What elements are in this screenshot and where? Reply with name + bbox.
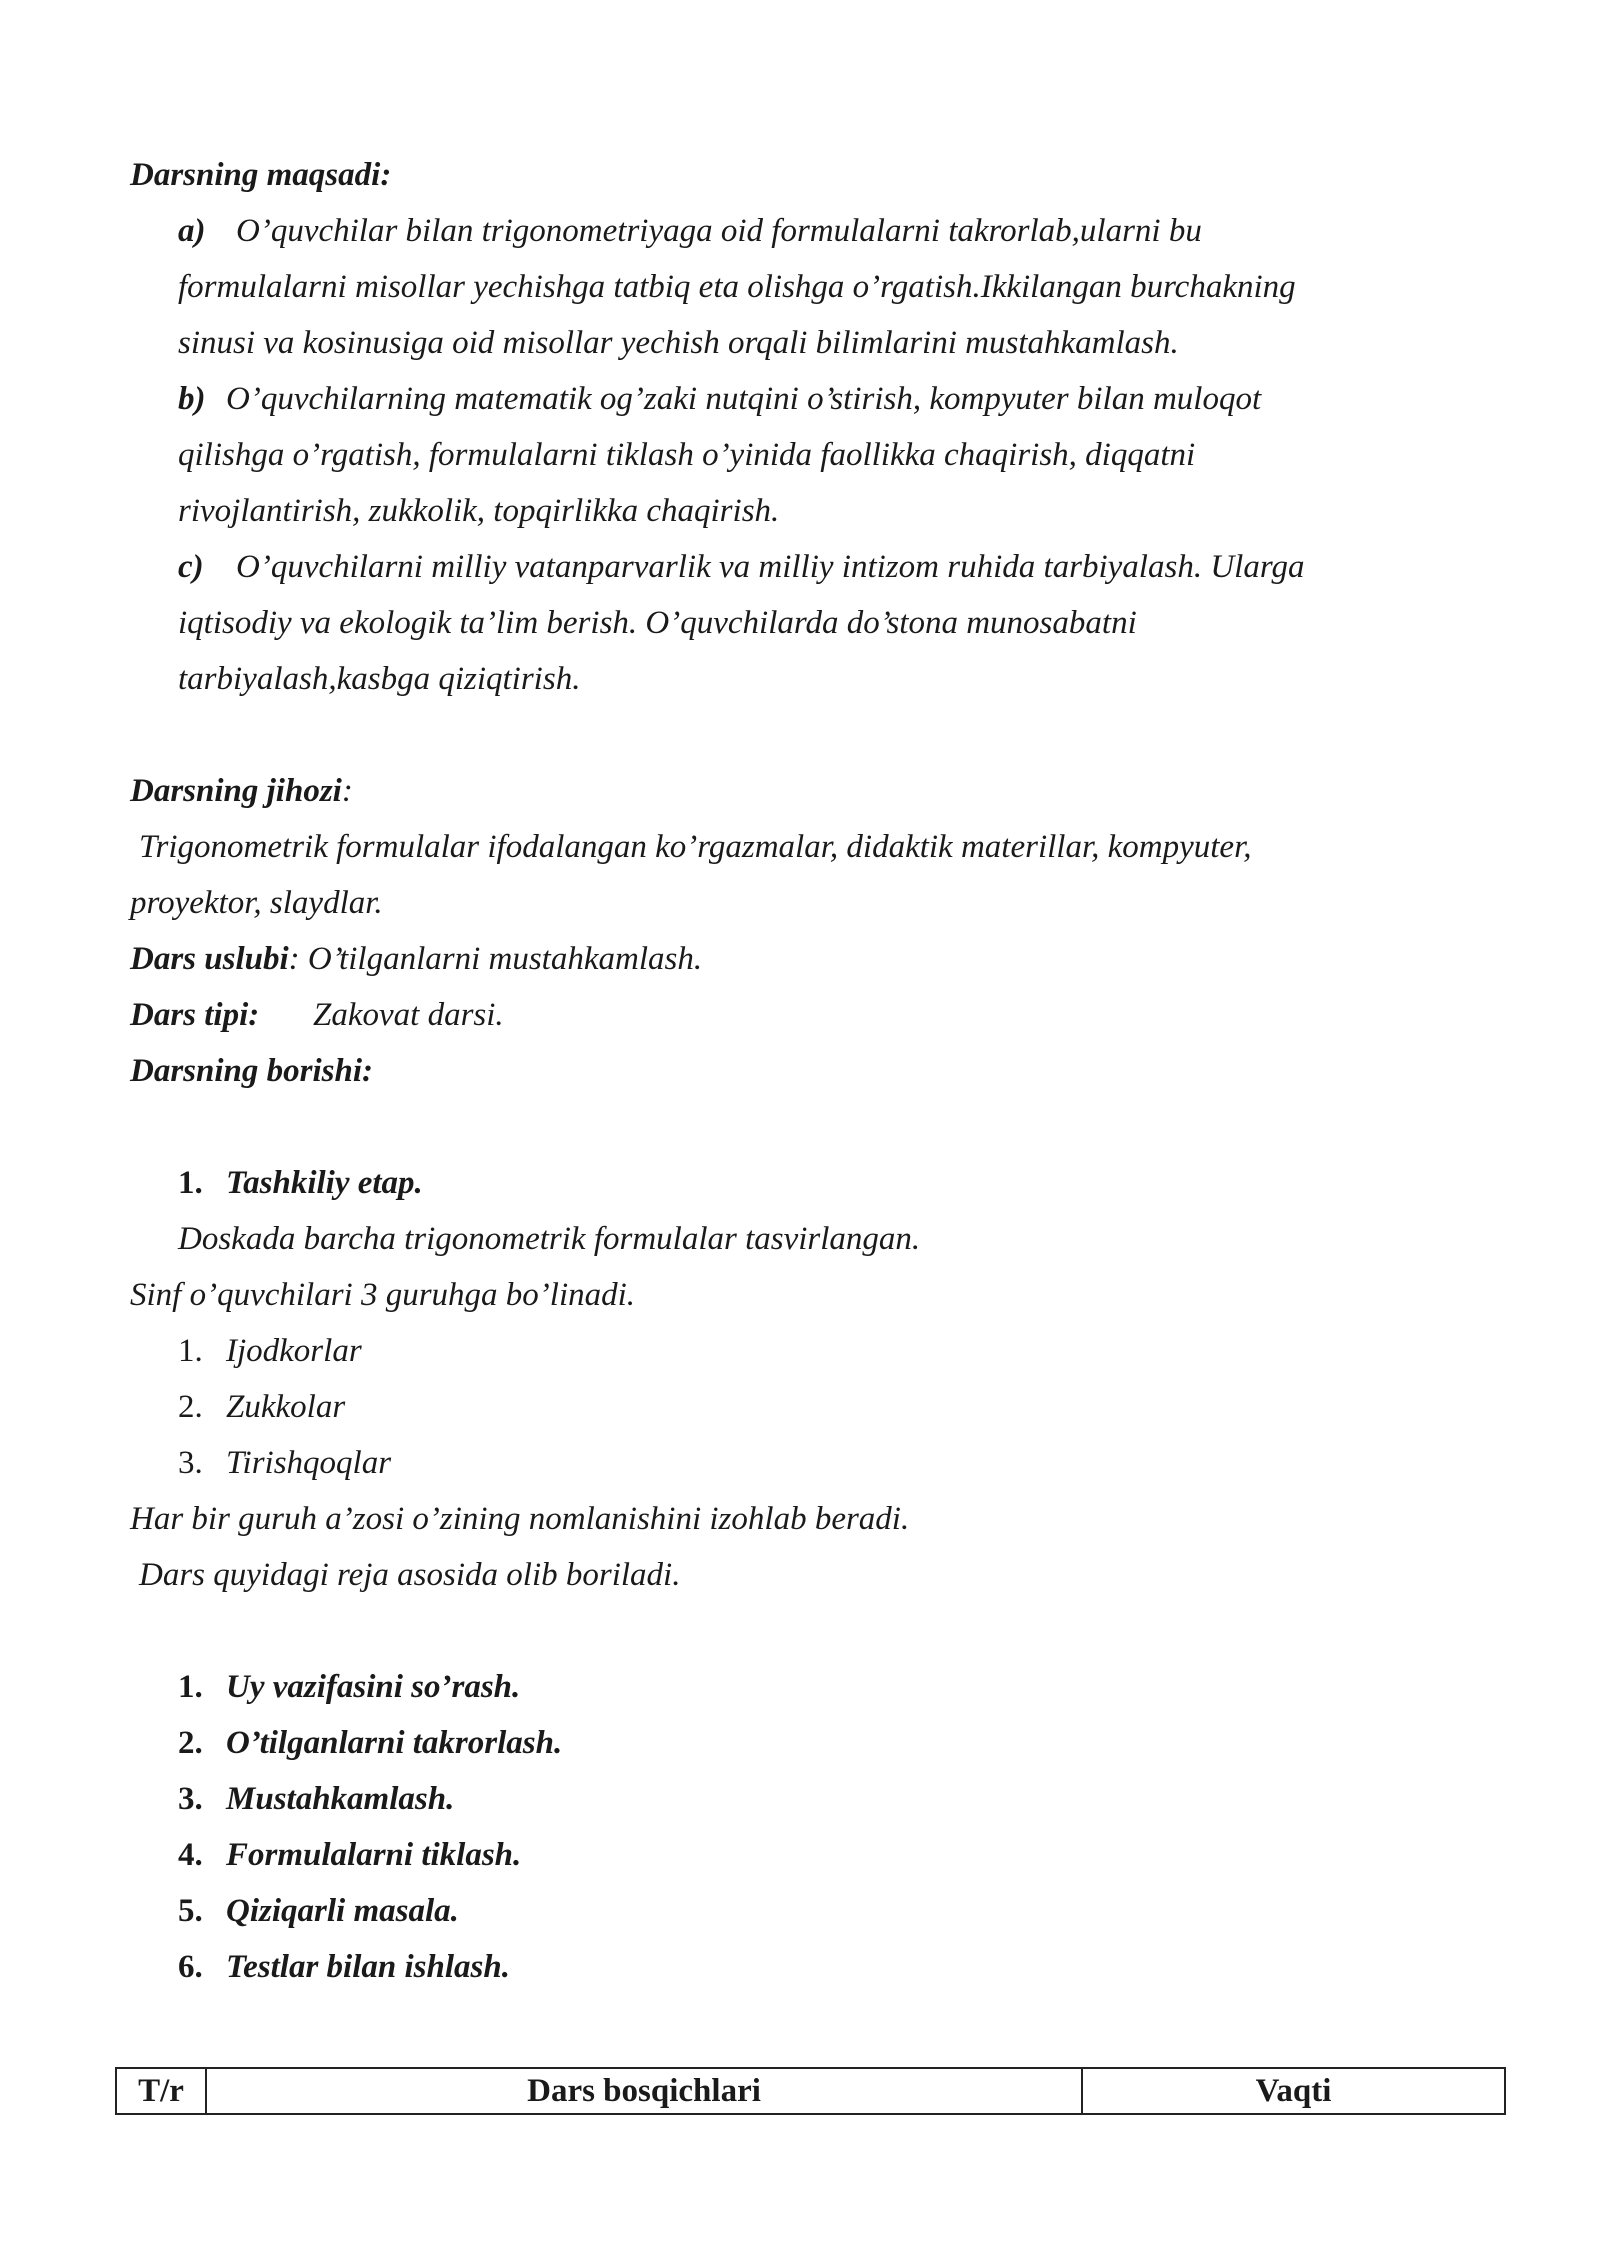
list-item-text: Testlar bilan ishlash. bbox=[226, 1949, 510, 1985]
list-item-plan bbox=[178, 1835, 521, 1875]
course-heading: Darsning borishi: bbox=[130, 1053, 374, 1089]
list-item-group bbox=[178, 1331, 362, 1371]
goal-item-b-text: O’quvchilarning matematik og’zaki nutqini o’stirish, kompyuter bilan muloqot bbox=[226, 381, 1262, 417]
goal-item-c-text: iqtisodiy va ekologik ta’lim berish. O’quvchilarda do’stona munosabatni bbox=[178, 605, 1137, 641]
list-item-number: 4. bbox=[178, 1837, 203, 1873]
equipment-colon: : bbox=[341, 773, 353, 809]
list-item-text: Uy vazifasini so’rash. bbox=[226, 1669, 521, 1705]
goal-item-b-marker: b) bbox=[178, 381, 206, 417]
type-label: Dars tipi: bbox=[130, 997, 260, 1033]
stage-number: 1. bbox=[178, 1165, 203, 1201]
goal-item-a-text: formulalarni misollar yechishga tatbiq eta olishga o’rgatish.Ikkilangan burchakning bbox=[178, 269, 1296, 305]
goal-item-a-line bbox=[178, 211, 1202, 251]
table-header-row bbox=[116, 2068, 1505, 2114]
list-item-group bbox=[178, 1443, 391, 1483]
table-header-cell: T/r bbox=[116, 2068, 206, 2114]
stage-text: Sinf o’quvchilari 3 guruhga bo’linadi. bbox=[130, 1277, 636, 1313]
list-item-number: 3. bbox=[178, 1445, 203, 1481]
paragraph-text: Dars quyidagi reja asosida olib boriladi. bbox=[139, 1557, 681, 1593]
goal-item-b-text: rivojlantirish, zukkolik, topqirlikka chaqirish. bbox=[178, 493, 780, 529]
list-item-plan bbox=[178, 1891, 459, 1931]
goal-heading: Darsning maqsadi: bbox=[130, 157, 392, 193]
stage-title: Tashkiliy etap. bbox=[226, 1165, 423, 1201]
goal-item-b-text: qilishga o’rgatish, formulalarni tiklash o’yinida faollikka chaqirish, diqqatni bbox=[178, 437, 1196, 473]
list-item-number: 1. bbox=[178, 1333, 203, 1369]
equipment-text: Trigonometrik formulalar ifodalangan ko’rgazmalar, didaktik materillar, kompyuter, bbox=[139, 829, 1252, 865]
list-item-plan bbox=[178, 1723, 562, 1763]
type-value: Zakovat darsi. bbox=[313, 997, 504, 1033]
type-line bbox=[130, 995, 504, 1035]
goal-item-a-marker: a) bbox=[178, 213, 206, 249]
list-item-number: 3. bbox=[178, 1781, 203, 1817]
goal-item-c-marker: c) bbox=[178, 549, 204, 585]
goal-item-c-line bbox=[178, 547, 1304, 587]
goal-item-c-text: O’quvchilarni milliy vatanparvarlik va milliy intizom ruhida tarbiyalash. Ularga bbox=[236, 549, 1305, 585]
list-item-text: Ijodkorlar bbox=[226, 1333, 362, 1369]
list-item-text: Zukkolar bbox=[226, 1389, 346, 1425]
list-item-number: 6. bbox=[178, 1949, 203, 1985]
table-header-cell: Dars bosqichlari bbox=[206, 2068, 1082, 2114]
equipment-heading: Darsning jihozi bbox=[130, 773, 342, 809]
list-item-number: 1. bbox=[178, 1669, 203, 1705]
goal-item-a-text: O’quvchilar bilan trigonometriyaga oid formulalarni takrorlab,ularni bu bbox=[236, 213, 1202, 249]
list-item-text: Mustahkamlash. bbox=[226, 1781, 455, 1817]
list-item-text: O’tilganlarni takrorlash. bbox=[226, 1725, 563, 1761]
table-header-cell: Vaqti bbox=[1082, 2068, 1505, 2114]
method-value: : O’tilganlarni mustahkamlash. bbox=[288, 941, 703, 977]
list-item-number: 2. bbox=[178, 1389, 203, 1425]
method-label: Dars uslubi bbox=[130, 941, 289, 977]
list-item-plan bbox=[178, 1947, 510, 1987]
equipment-text: proyektor, slaydlar. bbox=[130, 885, 383, 921]
paragraph-text: Har bir guruh a’zosi o’zining nomlanishini izohlab beradi. bbox=[130, 1501, 910, 1537]
stage-text: Doskada barcha trigonometrik formulalar tasvirlangan. bbox=[178, 1221, 921, 1257]
stage-title-line bbox=[178, 1163, 423, 1203]
goal-item-b-line bbox=[178, 379, 1261, 419]
goal-item-a-text: sinusi va kosinusiga oid misollar yechish orqali bilimlarini mustahkamlash. bbox=[178, 325, 1179, 361]
list-item-plan bbox=[178, 1779, 454, 1819]
equipment-heading-line bbox=[130, 771, 353, 811]
list-item-group bbox=[178, 1387, 345, 1427]
list-item-text: Qiziqarli masala. bbox=[226, 1893, 459, 1929]
lesson-stages-table bbox=[115, 2067, 1506, 2115]
goal-item-c-text: tarbiyalash,kasbga qiziqtirish. bbox=[178, 661, 581, 697]
list-item-number: 5. bbox=[178, 1893, 203, 1929]
list-item-text: Formulalarni tiklash. bbox=[226, 1837, 522, 1873]
list-item-number: 2. bbox=[178, 1725, 203, 1761]
list-item-text: Tirishqoqlar bbox=[226, 1445, 392, 1481]
list-item-plan bbox=[178, 1667, 520, 1707]
method-line bbox=[130, 939, 702, 979]
